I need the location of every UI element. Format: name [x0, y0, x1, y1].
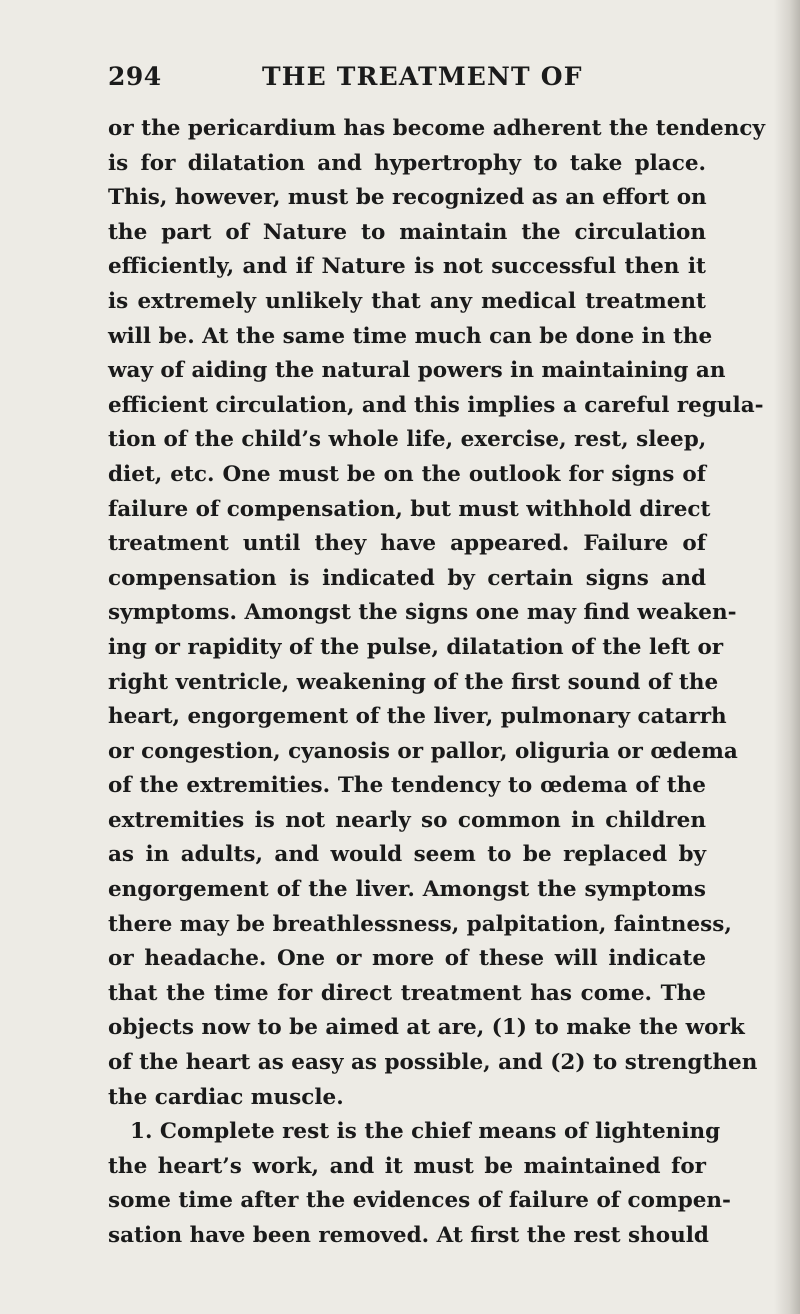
text-line: extremities is not nearly so common in children	[108, 807, 706, 833]
text-line: the part of Nature to maintain the circulation	[108, 219, 706, 245]
text-line: heart, engorgement of the liver, pulmonary catarrh	[108, 704, 727, 730]
text-line: sation have been removed. At first the rest should	[108, 1223, 709, 1248]
text-line: of the extremities. The tendency to œdema of the	[108, 773, 706, 799]
text-line: as in adults, and would seem to be replaced by	[108, 842, 706, 868]
text-line: symptoms. Amongst the signs one may find weaken-	[108, 600, 737, 626]
page-edge-shadow	[774, 0, 800, 1314]
text-line: or headache. One or more of these will indicate	[108, 946, 706, 972]
text-line: right ventricle, weakening of the first sound of the	[108, 669, 719, 695]
text-line: ing or rapidity of the pulse, dilatation of the left or	[108, 634, 724, 660]
text-line: efficiently, and if Nature is not successful then it	[108, 254, 706, 280]
body-text	[108, 112, 765, 1254]
text-line: compensation is indicated by certain signs and	[108, 565, 706, 591]
running-title: THE TREATMENT OF	[262, 62, 583, 91]
text-line: engorgement of the liver. Amongst the symptoms	[108, 877, 706, 903]
text-line: the cardiac muscle.	[108, 1084, 344, 1110]
text-line: tion of the child’s whole life, exercise, rest, sleep,	[108, 427, 707, 453]
text-line: is for dilatation and hypertrophy to take place.	[108, 150, 706, 176]
text-line: treatment until they have appeared. Failure of	[108, 531, 706, 557]
text-line: or the pericardium has become adherent the tendency	[108, 116, 765, 141]
text-line: efficient circulation, and this implies a careful regula-	[108, 392, 764, 418]
text-line: diet, etc. One must be on the outlook for signs of	[108, 461, 706, 487]
text-line: failure of compensation, but must withhold direct	[108, 496, 711, 522]
text-line: there may be breathlessness, palpitation, faintness,	[108, 911, 732, 937]
page-number: 294	[108, 62, 162, 91]
text-line: 1. Complete rest is the chief means of lightening	[130, 1119, 721, 1145]
page-header	[108, 62, 708, 98]
text-line: objects now to be aimed at are, (1) to make the work	[108, 1015, 745, 1041]
text-line: way of aiding the natural powers in maintaining an	[108, 358, 726, 384]
text-line: is extremely unlikely that any medical treatment	[108, 288, 706, 314]
text-line: will be. At the same time much can be done in the	[108, 323, 713, 349]
text-line: that the time for direct treatment has come. The	[108, 980, 706, 1006]
text-line: or congestion, cyanosis or pallor, oliguria or œdema	[108, 738, 738, 764]
text-line: of the heart as easy as possible, and (2) to strengthen	[108, 1050, 758, 1076]
text-line: This, however, must be recognized as an effort on	[108, 185, 707, 211]
text-line: the heart’s work, and it must be maintained for	[108, 1153, 706, 1179]
text-line: some time after the evidences of failure of compen-	[108, 1188, 731, 1214]
